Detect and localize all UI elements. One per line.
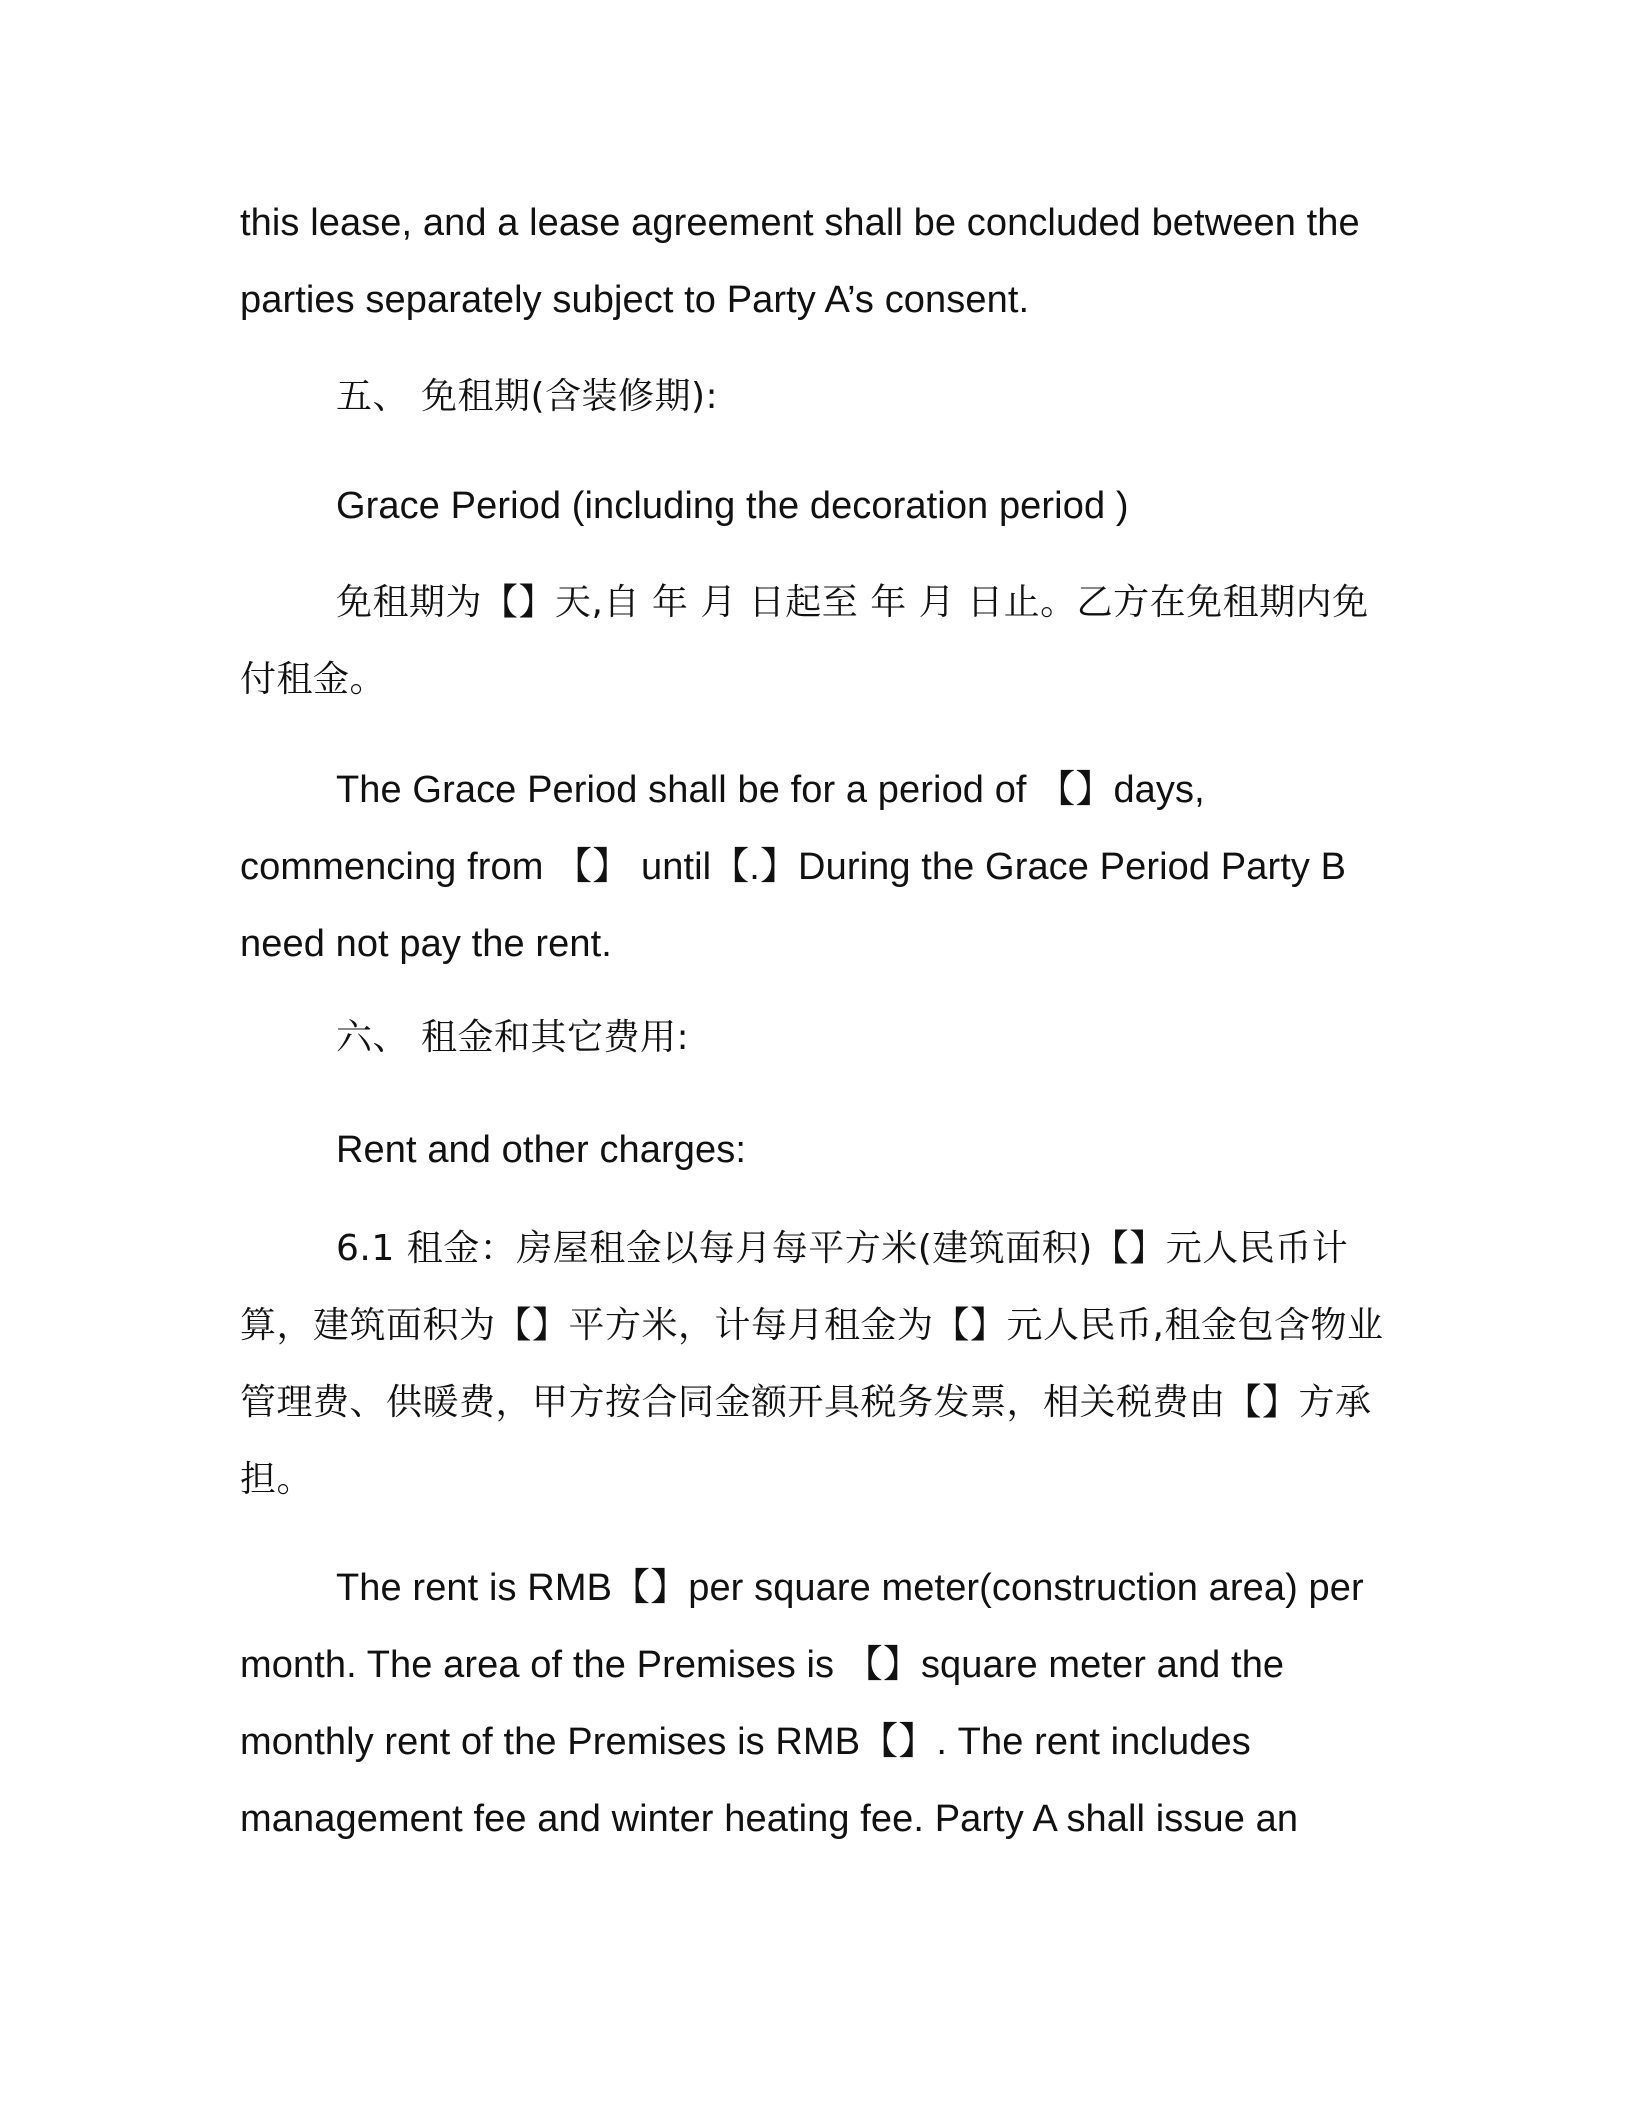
paragraph-rent-clause-chinese: 6.1 租金：房屋租金以每月每平方米(建筑面积)【】元人民币计算，建筑面积为【】平方米，计每月租金为【】元人民币,租金包含物业管理费、供暖费，甲方按合同金额开具税务发票，相关税费由【】方承担。 bbox=[240, 1228, 1384, 1500]
paragraph-grace-period-english: The Grace Period shall be for a period of 【】days, commencing from 【】 until【.】During the Grace Period Party B need not pay the rent. bbox=[240, 769, 1347, 965]
section-heading-grace-period-english: Grace Period (including the decoration period ) bbox=[336, 485, 1129, 527]
section-heading-grace-period-chinese: 五、 免租期(含装修期): bbox=[336, 376, 719, 417]
paragraph-rent-clause-english: The rent is RMB【】per square meter(construction area) per month. The area of the Premises is 【】square meter and the monthly rent of the Premises is RMB【】. The rent includes management fee and winter heating fee. Party A shall issue an bbox=[240, 1567, 1364, 1840]
section-heading-rent-charges-english: Rent and other charges: bbox=[336, 1129, 747, 1171]
section-heading-rent-charges-chinese: 六、 租金和其它费用: bbox=[336, 1017, 690, 1058]
paragraph-lease-agreement-continuation: this lease, and a lease agreement shall be concluded between the parties separately subject to Party A’s consent. bbox=[240, 202, 1360, 321]
paragraph-grace-period-chinese: 免租期为【】天,自 年 月 日起至 年 月 日止。乙方在免租期内免付租金。 bbox=[240, 582, 1369, 700]
